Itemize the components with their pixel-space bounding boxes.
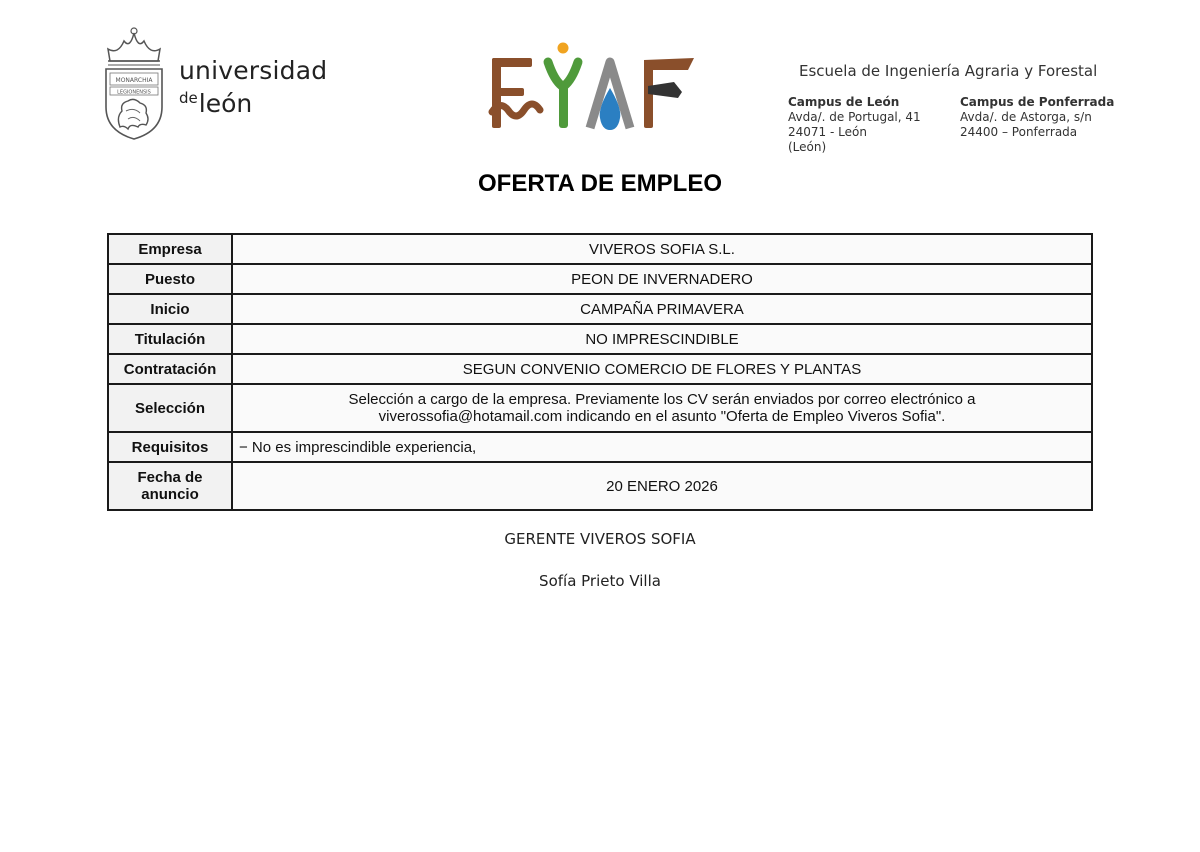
value-inicio: CAMPAÑA PRIMAVERA (232, 294, 1092, 324)
table-row-puesto (108, 264, 1092, 294)
value-requisitos: − No es imprescindible experiencia, (232, 432, 1092, 462)
eiaf-sprout-stem (559, 84, 568, 128)
table-row-requisitos (108, 432, 1092, 462)
value-empresa: VIVEROS SOFIA S.L. (232, 234, 1092, 264)
table-row-inicio (108, 294, 1092, 324)
campus-leon-line3: (León) (788, 140, 827, 154)
value-contratacion: SEGUN CONVENIO COMERCIO DE FLORES Y PLANTAS (232, 354, 1092, 384)
label-fecha (108, 462, 232, 510)
campus-ponferrada-line1: Avda/. de Astorga, s/n (960, 110, 1092, 124)
university-name-line1: universidad (179, 56, 328, 85)
table-row-seleccion (108, 384, 1092, 432)
university-name-de: de (179, 89, 198, 107)
eiaf-logo (488, 42, 698, 134)
university-name (179, 56, 327, 116)
seleccion-line2: viverossofia@hotamail.com indicando en el asunto "Oferta de Empleo Viveros Sofia". (378, 408, 946, 425)
campus-leon-line2: 24071 - León (788, 125, 867, 139)
eiaf-sun-dot (558, 43, 569, 54)
seleccion-line1: Selección a cargo de la empresa. Previamente los CV serán enviados por correo electrónico a (348, 391, 976, 408)
eiaf-sprout-left (548, 62, 562, 86)
label-puesto: Puesto (108, 264, 232, 294)
table-row-contratacion (108, 354, 1092, 384)
crest-motto-top: MONARCHIA (115, 77, 153, 84)
school-name: Escuela de Ingeniería Agraria y Forestal (799, 62, 1098, 80)
label-requisitos: Requisitos (108, 432, 232, 462)
campus-ponferrada-address (960, 95, 1114, 140)
label-empresa: Empresa (108, 234, 232, 264)
signature-name: Sofía Prieto Villa (539, 572, 661, 590)
university-name-line2 (179, 86, 327, 116)
value-puesto: PEON DE INVERNADERO (232, 264, 1092, 294)
label-fecha-line1: Fecha de (137, 469, 203, 486)
eiaf-letter-f (644, 58, 694, 128)
campus-ponferrada-title: Campus de Ponferrada (960, 95, 1115, 109)
label-fecha-line2: anuncio (141, 486, 199, 503)
crest-motto-bottom: LEGIONENSIS (117, 89, 151, 96)
value-titulacion: NO IMPRESCINDIBLE (232, 324, 1092, 354)
university-crest-logo (100, 27, 168, 141)
campus-ponferrada-line2: 24400 – Ponferrada (960, 125, 1078, 139)
value-seleccion (232, 384, 1092, 432)
campus-leon-line1: Avda/. de Portugal, 41 (788, 110, 921, 124)
table-row-empresa (108, 234, 1092, 264)
page-title: OFERTA DE EMPLEO (477, 170, 722, 197)
job-offer-table (107, 233, 1093, 511)
university-name-leon: león (198, 89, 253, 118)
table-row-fecha (108, 462, 1092, 510)
label-titulacion: Titulación (108, 324, 232, 354)
label-inicio: Inicio (108, 294, 232, 324)
eiaf-sprout-right (564, 62, 578, 86)
campus-leon-title: Campus de León (788, 95, 900, 109)
label-seleccion: Selección (108, 384, 232, 432)
value-fecha: 20 ENERO 2026 (232, 462, 1092, 510)
table-row-titulacion (108, 324, 1092, 354)
signature-role: GERENTE VIVEROS SOFIA (504, 530, 696, 548)
label-contratacion: Contratación (108, 354, 232, 384)
campus-leon-address (788, 95, 921, 155)
